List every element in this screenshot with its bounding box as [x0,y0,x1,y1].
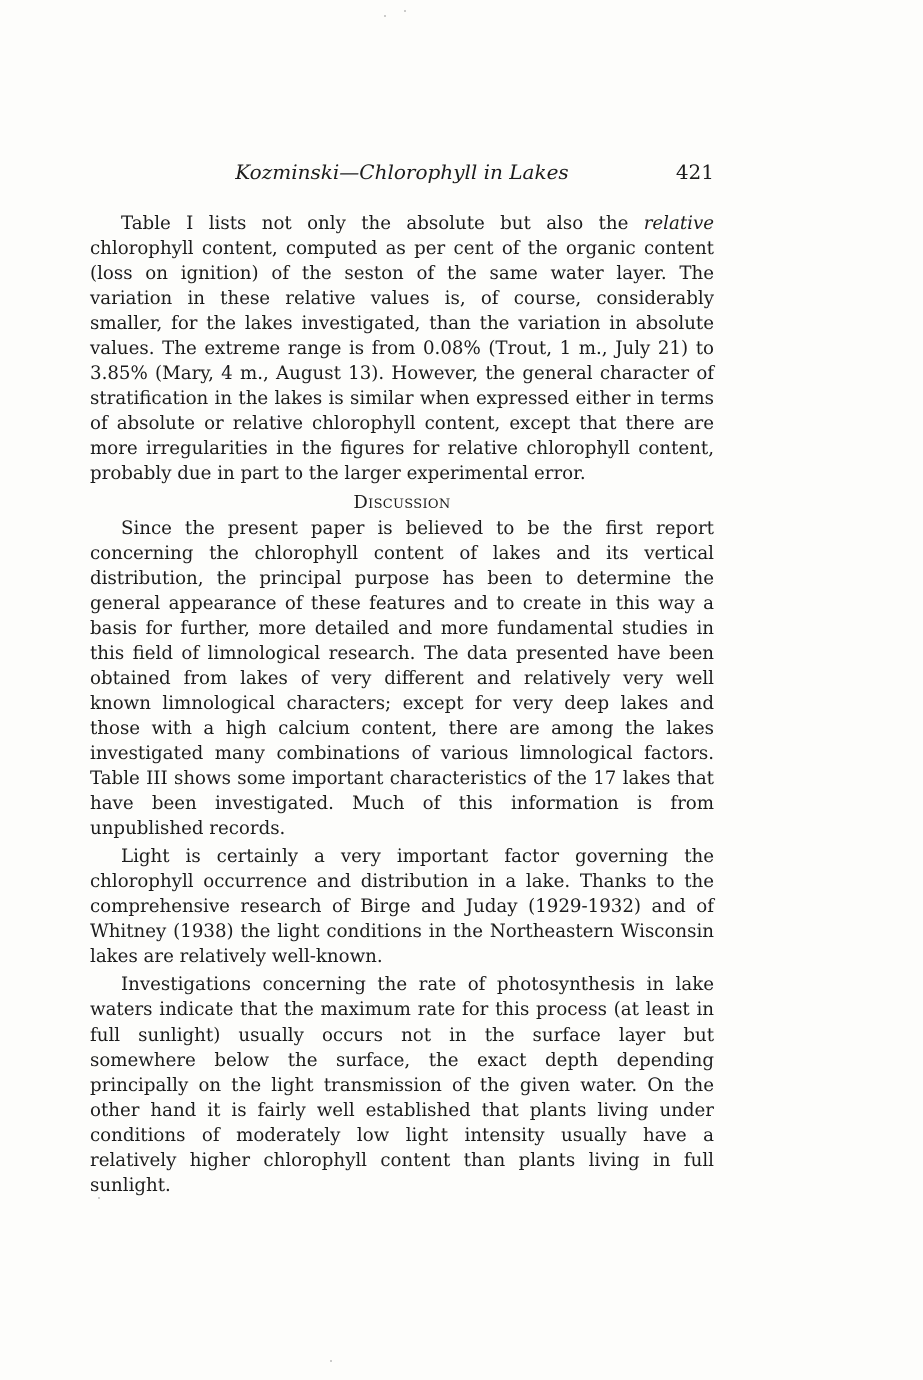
paragraph-relative-chlorophyll [90,211,714,487]
paper-speck [330,1360,332,1362]
paper-speck [384,15,386,17]
paper-speck [98,1197,100,1199]
section-heading-discussion: Discussion [353,491,451,513]
paragraph-photosynthesis: Investigations concerning the rate of photosynthesis in lake waters indicate that the maximum rate for this process (at least in full sunlight) usually occurs not in the surface layer but somewhere below the surface, the exact depth depending principally on the light transmission of the given water. On the other hand it is fairly well established that plants living under conditions of moderately low light intensity usually have a relatively higher chlorophyll content than plants living in full sunlight. [90,974,714,1196]
running-head [90,160,714,190]
paragraph-1-rest: chlorophyll content, computed as per cent of the organic content (loss on ignition) of the seston of the same water layer. The variation in these relative values is, of course, considerably smaller, for the lakes investigated, than the variation in absolute values. The extreme range is from 0.08% (Trout, 1 m., July 21) to 3.85% (Mary, 4 m., August 13). However, the general character of stratification in the lakes is similar when expressed either in terms of absolute or relative chlorophyll content, except that there are more irregularities in the figures for relative chlorophyll content, probably due in part to the larger experimental error. [90,238,714,485]
paragraph-1-start: Table I lists not only the absolute but also the [121,213,644,234]
body-text [90,211,714,1198]
paragraph-discussion: Since the present paper is believed to be the first report concerning the chlorophyll content of lakes and its vertical distribution, the principal purpose has been to determine the general appearance of these features and to create in this way a basis for further, more detailed and more fundamental studies in this field of limnological research. The data presented have been obtained from lakes of very different and relatively very well known limnological characters; except for very deep lakes and those with a high calcium content, there are among the lakes investigated many combinations of various limnological factors. Table III shows some important characteristics of the 17 lakes that have been investigated. Much of this information is from unpublished records. [90,517,714,840]
emphasis-relative: relative [643,213,714,234]
paragraph-light: Light is certainly a very important factor governing the chlorophyll occurrence and distribution in a lake. Thanks to the comprehensive research of Birge and Juday (1929-1932) and of Whitney (1938) the light conditions in the Northeastern Wisconsin lakes are relatively well-known. [90,846,714,968]
running-title: Kozminski—Chlorophyll in Lakes [235,160,569,184]
page-number: 421 [675,160,714,184]
paper-speck [404,10,406,12]
